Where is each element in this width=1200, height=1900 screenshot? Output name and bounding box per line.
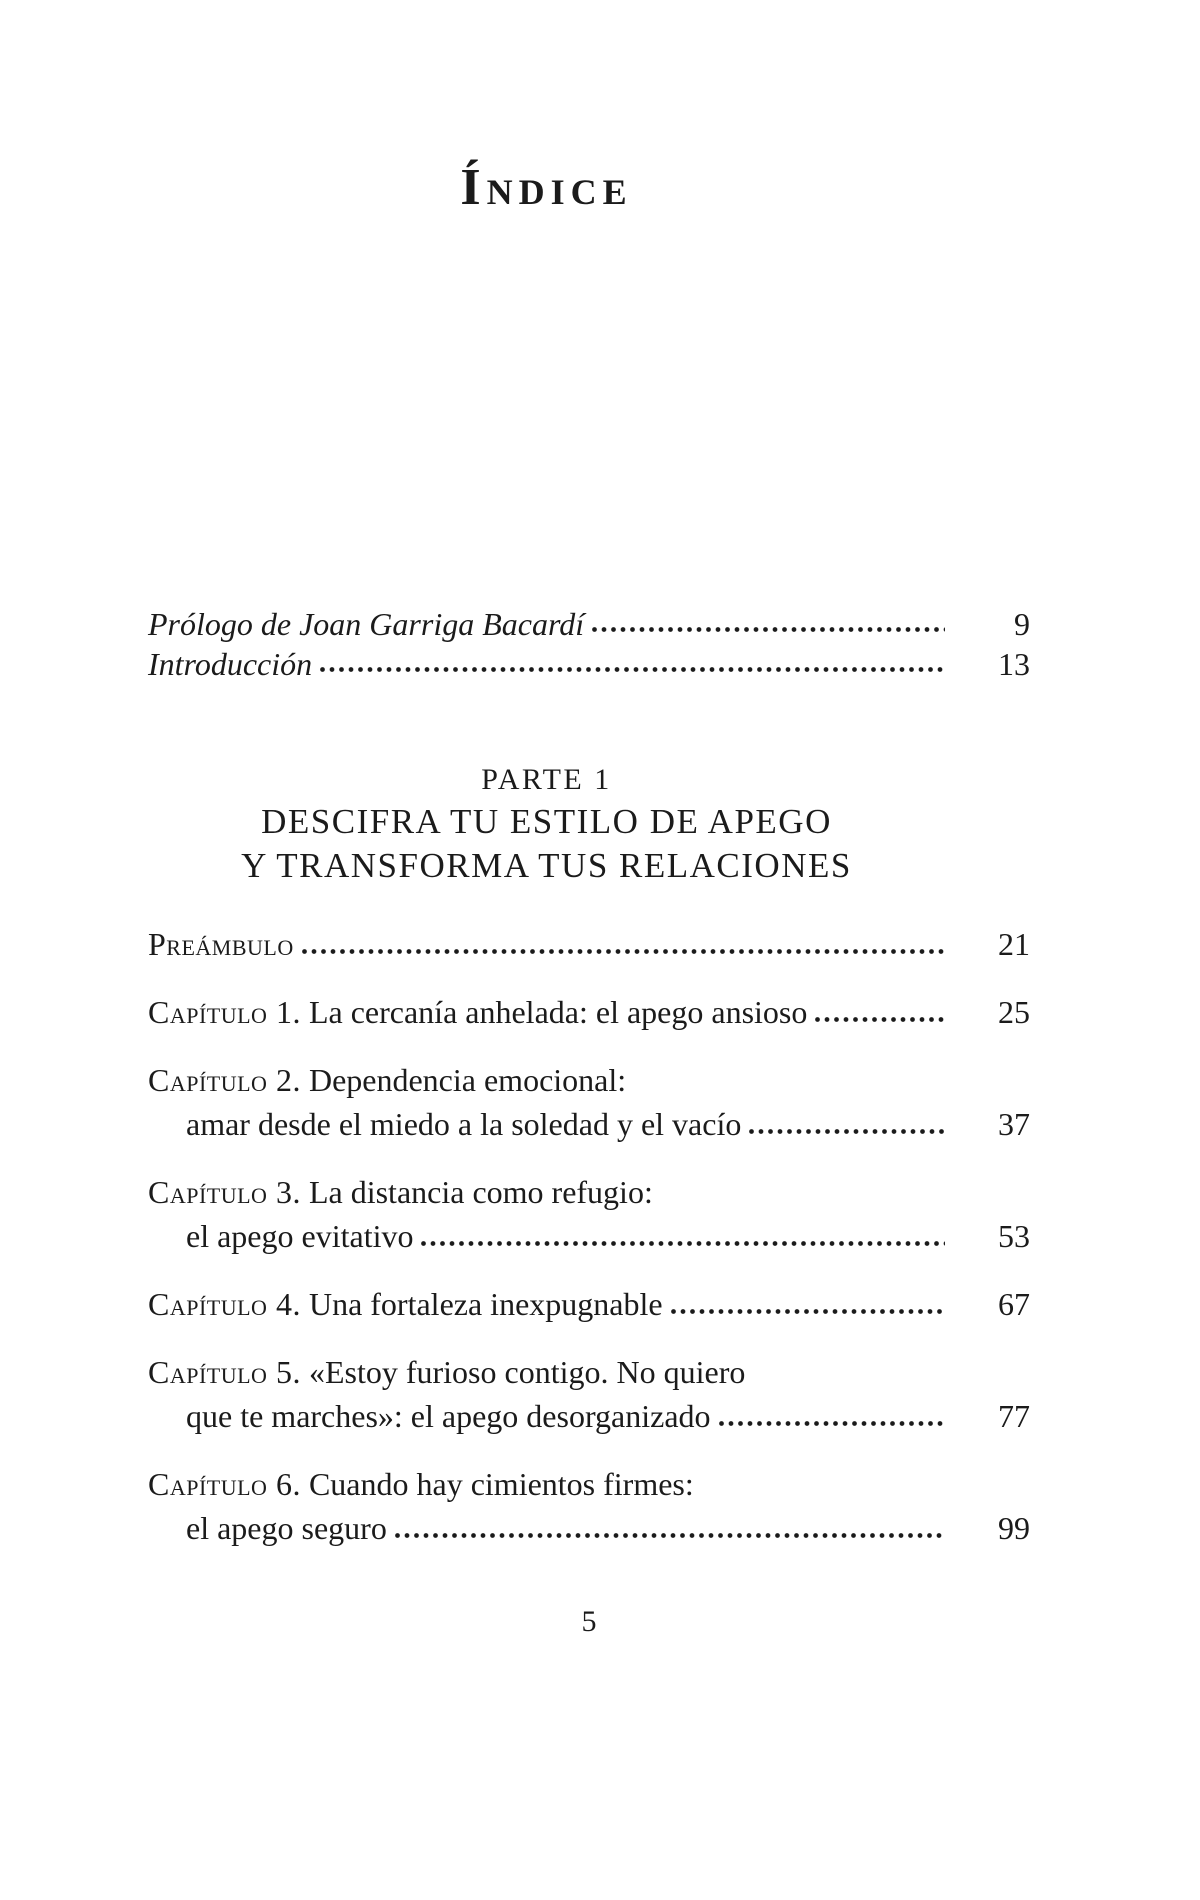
entry-page-number: 13	[998, 646, 1030, 682]
entry-label: Capítulo 6. Cuando hay cimientos firmes:	[148, 1466, 694, 1502]
entry-label: Capítulo 3. La distancia como refugio:	[148, 1174, 653, 1210]
dot-leader	[320, 667, 945, 672]
folio-page-number: 5	[581, 1605, 597, 1638]
entry-page-number: 67	[998, 1286, 1030, 1322]
entry-label-continuation: el apego evitativo	[186, 1218, 414, 1254]
dot-leader	[395, 1533, 945, 1538]
entry-label: Prólogo de Joan Garriga Bacardí	[148, 606, 585, 642]
entry-page-number: 37	[998, 1106, 1030, 1142]
front-matter-section	[148, 604, 1030, 684]
entry-label-continuation: el apego seguro	[186, 1510, 387, 1546]
dot-leader	[749, 1129, 945, 1134]
entry-label: Capítulo 1. La cercanía anhelada: el apego ansioso	[148, 994, 808, 1030]
dot-leader	[671, 1309, 945, 1314]
toc-entry	[148, 644, 1030, 684]
entry-page-number: 9	[1014, 606, 1030, 642]
entry-label: Introducción	[148, 646, 313, 682]
part-title-line: DESCIFRA TU ESTILO DE APEGO	[261, 802, 832, 841]
entry-page-number: 77	[998, 1398, 1030, 1434]
entry-page-number: 25	[998, 994, 1030, 1030]
entry-page-number: 53	[998, 1218, 1030, 1254]
entry-page-number: 99	[998, 1510, 1030, 1546]
dot-leader	[592, 627, 945, 632]
toc-page	[0, 159, 1200, 1900]
part-title-line: Y TRANSFORMA TUS RELACIONES	[241, 846, 852, 885]
chapter-entries-section	[148, 922, 1030, 1550]
toc-entry	[148, 1170, 1030, 1258]
part-kicker: PARTE 1	[481, 763, 612, 796]
toc-entry	[148, 1350, 1030, 1438]
entry-page-number: 21	[998, 926, 1030, 962]
page-title: Índice	[460, 159, 633, 216]
entry-label: Capítulo 5. «Estoy furioso contigo. No quiero	[148, 1354, 746, 1390]
toc-entry	[148, 1058, 1030, 1146]
toc-entry	[148, 604, 1030, 644]
entry-label: Capítulo 4. Una fortaleza inexpugnable	[148, 1286, 663, 1322]
dot-leader	[421, 1241, 945, 1246]
entry-label-continuation: que te marches»: el apego desorganizado	[186, 1398, 711, 1434]
entry-label-continuation: amar desde el miedo a la soledad y el vacío	[186, 1106, 742, 1142]
toc-entry	[148, 1282, 1030, 1326]
toc-entry	[148, 922, 1030, 966]
dot-leader	[815, 1017, 945, 1022]
dot-leader	[719, 1421, 945, 1426]
toc-entry	[148, 1462, 1030, 1550]
part-heading	[148, 762, 945, 888]
entry-label: Preámbulo	[148, 926, 294, 962]
dot-leader	[302, 949, 945, 954]
toc-entry	[148, 990, 1030, 1034]
entry-label: Capítulo 2. Dependencia emocional:	[148, 1062, 627, 1098]
